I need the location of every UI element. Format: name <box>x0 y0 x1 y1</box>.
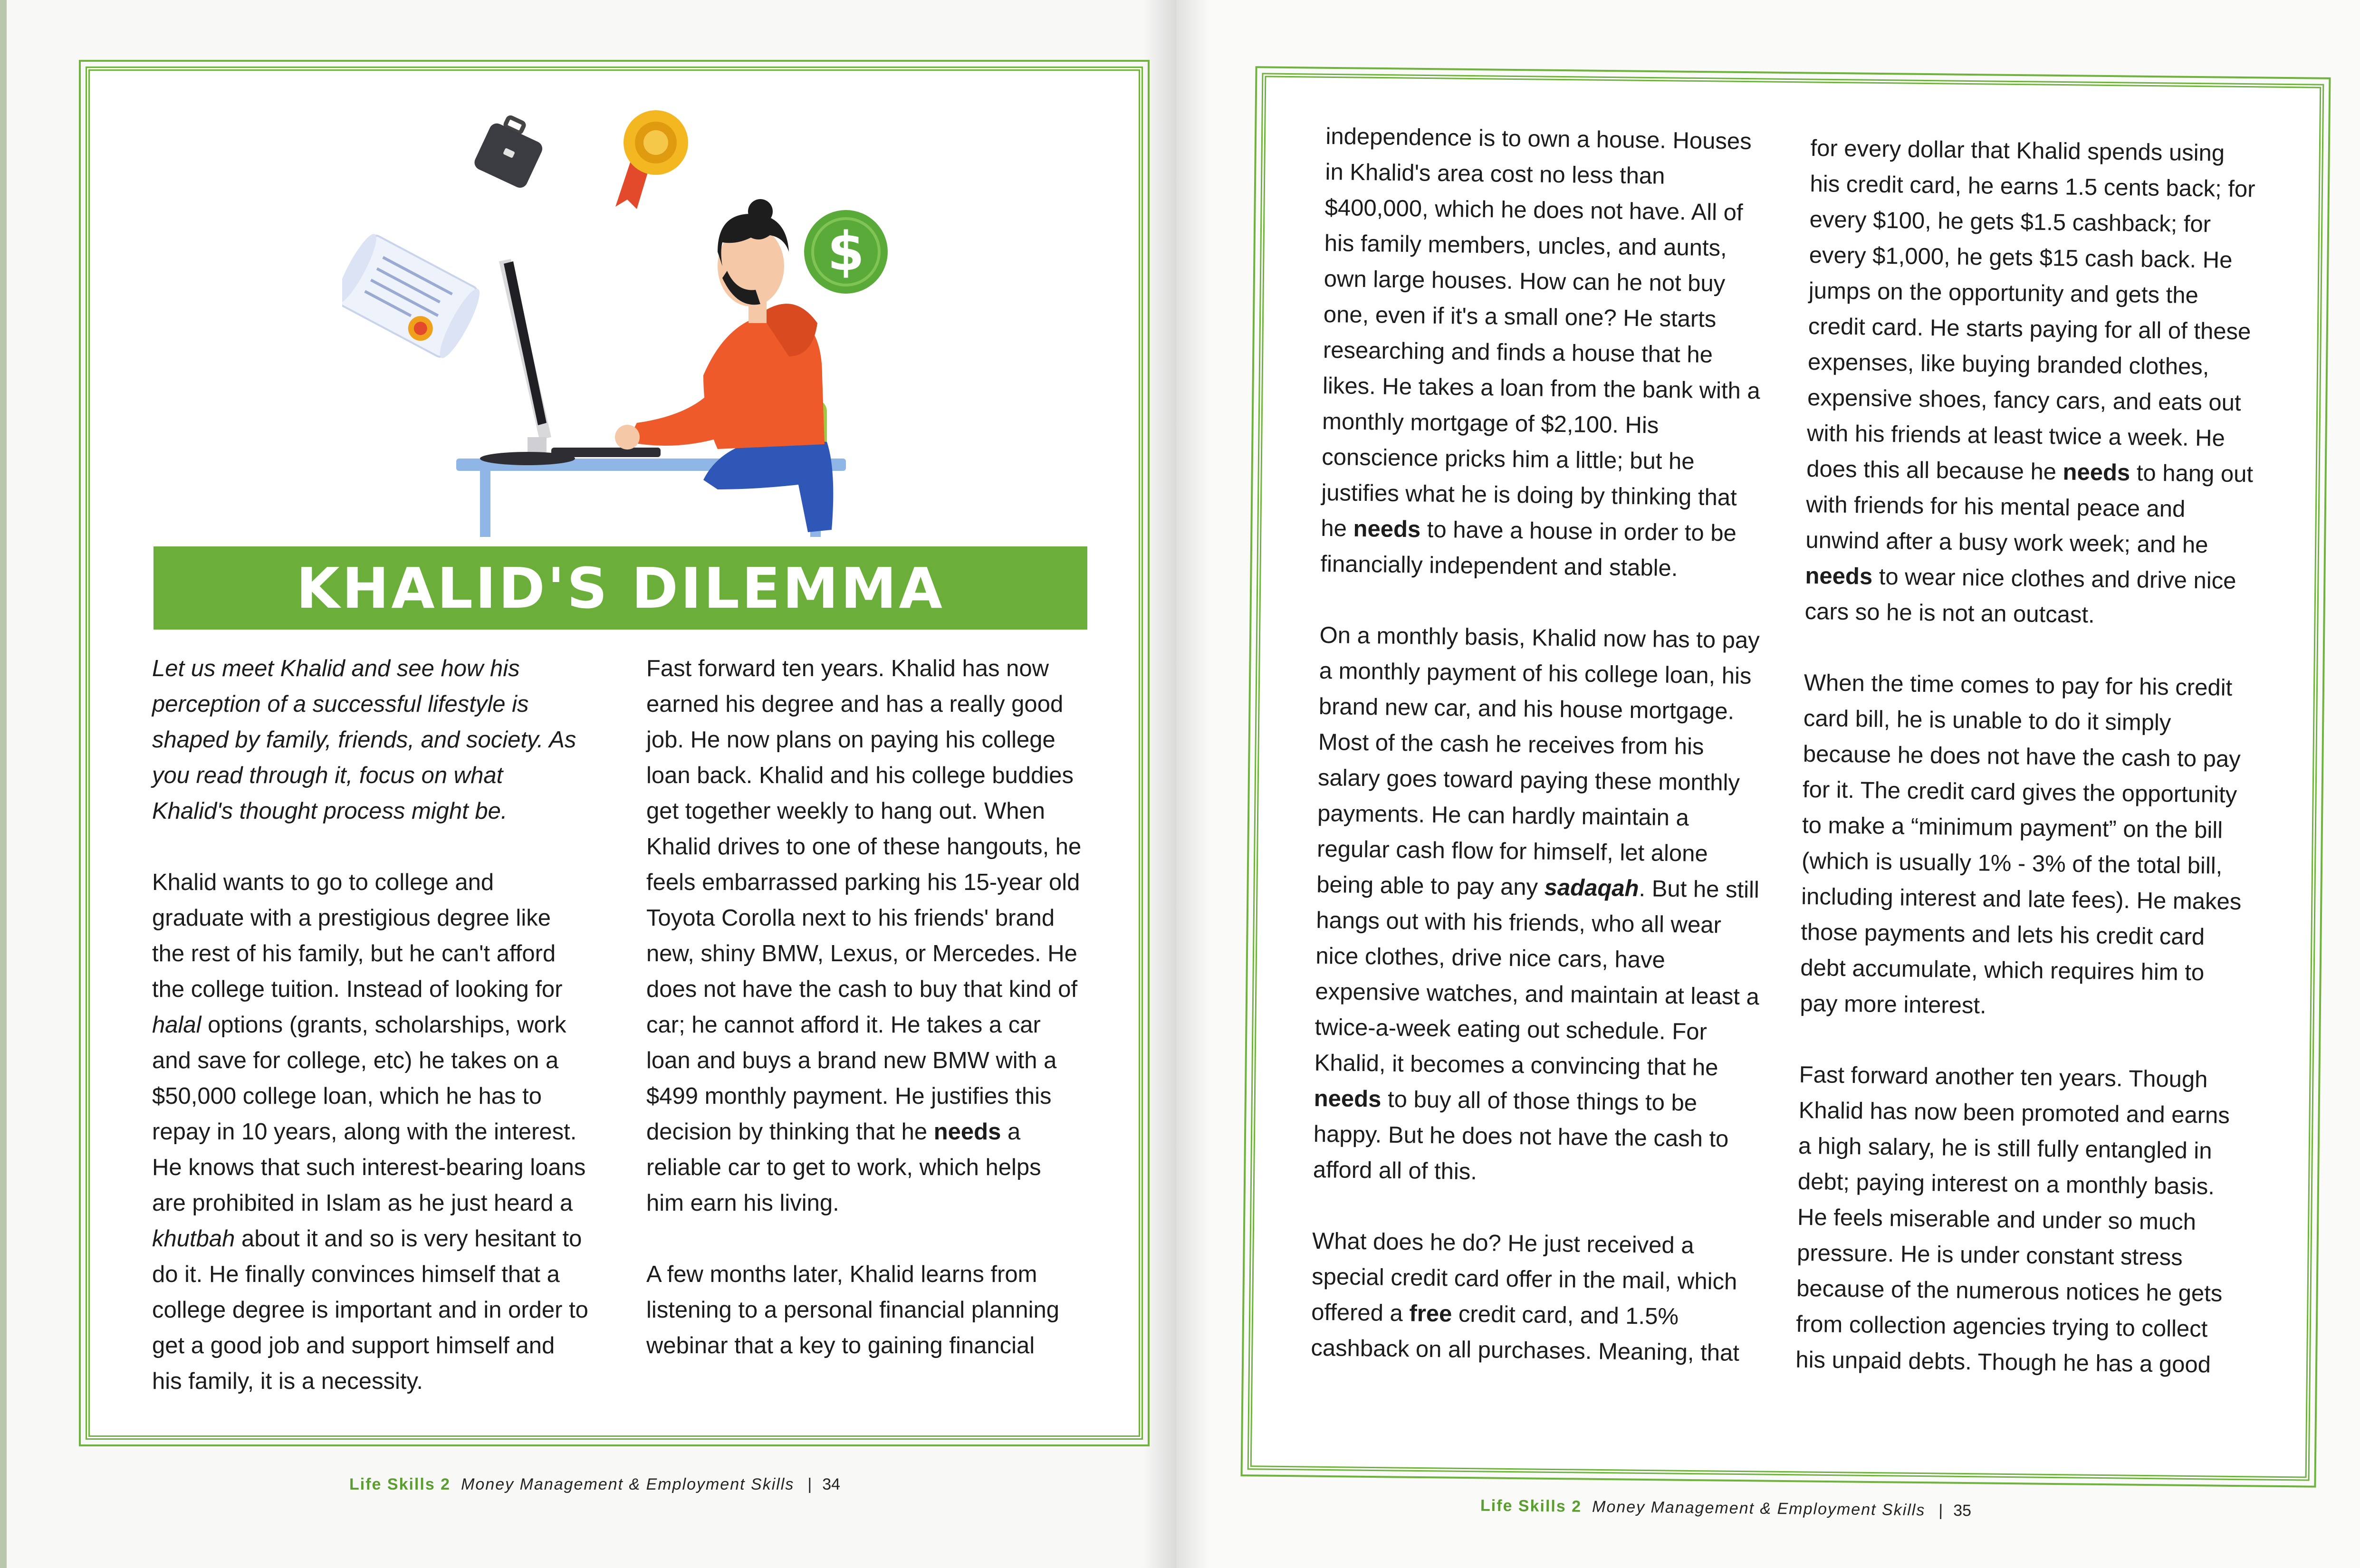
page-number: 34 <box>822 1475 841 1493</box>
bold-term: free <box>1409 1300 1452 1327</box>
text-run: options (grants, scholarships, work and save for college, etc) he takes on a $50,000 college loan, which he has to repay in 10 years, along with the interest. He knows that such interest-bearing loans are prohibited in Islam as he just heard a <box>152 1012 586 1216</box>
paragraph <box>1311 1224 1759 1371</box>
text-run: On a monthly basis, Khalid now has to pay a monthly payment of his college loan, his brand new car, and his house mortgage. Most of the cash he receives from his salary goes toward paying these monthly payments. He can hardly maintain a regular cash flow for himself, let alone being able to pay any <box>1316 622 1760 900</box>
paragraph: A few months later, Khalid learns from listening to a personal financial planning webinar that a key to gaining financial <box>646 1262 1059 1358</box>
paragraph <box>1313 618 1767 1193</box>
keyboard-icon <box>551 448 661 457</box>
text-run: to wear nice clothes and drive nice cars so he is not an outcast. <box>1804 564 2236 628</box>
person-figure <box>615 199 833 532</box>
footer-separator: | <box>807 1475 812 1493</box>
briefcase-icon <box>472 116 545 190</box>
left-page <box>0 0 1176 1568</box>
right-column-1 <box>1311 119 1773 1371</box>
right-column-2 <box>1795 131 2257 1383</box>
intro-paragraph: Let us meet Khalid and see how his perception of a successful lifestyle is shaped by family, friends, and society. As you read through it, focus on what Khalid's thought process might be. <box>152 656 576 824</box>
page-edge <box>0 0 7 1568</box>
paragraph <box>152 865 589 1399</box>
paragraph <box>1320 119 1773 587</box>
bold-italic-term: sadaqah <box>1544 874 1639 902</box>
gutter-shadow <box>1143 0 1176 1568</box>
paragraph: Fast forward another ten years. Though Khalid has now been promoted and earns a high salary, he is still fully entangled in debt; paying interest on a monthly basis. He feels miserable and under so much pressure. He is under constant stress because of the numerous notices he gets from collection agencies trying to collect his unpaid debts. Though he has a good <box>1795 1061 2230 1378</box>
text-run: to buy all of those things to be happy. But he does not have the cash to afford all of this. <box>1313 1086 1729 1185</box>
bold-term: needs <box>1314 1085 1381 1112</box>
bold-term: needs <box>2063 459 2130 486</box>
text-run: independence is to own a house. Houses in Khalid's area cost no less than $400,000, which he does not have. All of his family members, uncles, and aunts, own large houses. How can he not buy one, even if it's a small one? He starts researching and finds a house that he likes. He takes a loan from the bank with a monthly mortgage of $2,100. His conscience pricks him a little; but he justifies what he is doing by thinking that he <box>1321 123 1760 542</box>
italic-term: halal <box>152 1012 201 1038</box>
paragraph: When the time comes to pay for his credit card bill, he is unable to do it simply because he does not have the cash to pay for it. The credit card gives the opportunity to make a “minimum payment” on the bill (which is usually 1% - 3% of the total bill, including interest and late fees). He makes those payments and lets his credit card debt accumulate, which requires him to pay more interest. <box>1800 669 2242 1019</box>
text-run: . But he still hangs out with his friends, who all wear nice clothes, drive nice cars, have expensive watches, and maintain at least a twice-a-week eating out schedule. For Khalid, it becomes a convincing that he <box>1314 876 1760 1081</box>
bold-term: needs <box>1353 516 1421 543</box>
paragraph <box>1804 131 2257 635</box>
text-run: Khalid wants to go to college and graduate with a prestigious degree like the rest of his family, but he can't afford the college tuition. Instead of looking for <box>152 870 563 1002</box>
footer-brand: Life Skills 2 <box>1480 1496 1582 1516</box>
page-title: KHALID'S DILEMMA <box>296 555 945 621</box>
text-run: for every dollar that Khalid spends using his credit card, he earns 1.5 cents back; for every $100, he gets $1.5 cashback; for every $1,000, he gets $15 cash back. He jumps on the opportunity and gets the credit card. He starts paying for all of these expenses, like buying branded clothes, expensive shoes, fancy cars, and eats out with his friends at least twice a week. He does this all because he <box>1806 135 2255 485</box>
text-run: Fast forward ten years. Khalid has now earned his degree and has a really good job. He now plans on paying his college loan back. Khalid and his college buddies get together weekly to hang out. When Khalid drives to one of these hangouts, he feels embarrassed parking his 15-year old Toyota Corolla next to his friends' brand new, shiny BMW, Lexus, or Mercedes. He does not have the cash to buy that kind of car; he cannot afford it. He takes a car loan and buys a brand new BMW with a $499 monthly payment. He justifies this decision by thinking that he <box>646 656 1082 1145</box>
bold-term: needs <box>1805 563 1873 590</box>
footer-subtitle: Money Management & Employment Skills <box>1592 1498 1926 1520</box>
footer-subtitle: Money Management & Employment Skills <box>461 1475 795 1493</box>
text-run: to hang out with friends for his mental peace and unwind after a busy work week; and he <box>1805 460 2254 558</box>
left-column-2 <box>646 651 1084 1364</box>
text-run: credit card, and 1.5% cashback on all purchases. Meaning, that <box>1311 1301 1740 1366</box>
gutter-shadow <box>1176 0 1209 1568</box>
footer-brand: Life Skills 2 <box>349 1475 451 1493</box>
svg-text:$: $ <box>827 221 864 283</box>
page-number: 35 <box>1953 1501 1972 1520</box>
award-medal-icon <box>615 110 688 209</box>
left-column-1 <box>152 651 589 1399</box>
text-run: to have a house in order to be financially independent and stable. <box>1320 516 1737 582</box>
paragraph <box>646 651 1084 1221</box>
footer-separator: | <box>1938 1501 1943 1520</box>
dollar-coin-icon <box>804 210 888 294</box>
bold-term: needs <box>933 1119 1001 1145</box>
text-run: about it and so is very hesitant to do it. He finally convinces himself that a college degree is important and in order to get a good job and support himself and his family, it is a necessity. <box>152 1226 588 1394</box>
text-run: What does he do? He just received a special credit card offer in the mail, which offered a <box>1311 1228 1737 1327</box>
text-run: a reliable car to get to work, which helps him earn his living. <box>646 1119 1041 1216</box>
certificate-icon <box>342 230 486 362</box>
illustration-person-at-computer <box>342 109 889 537</box>
page-footer <box>349 1475 840 1494</box>
desktop-monitor-icon <box>480 259 575 465</box>
italic-term: khutbah <box>152 1226 235 1252</box>
page-title-banner <box>153 546 1087 630</box>
